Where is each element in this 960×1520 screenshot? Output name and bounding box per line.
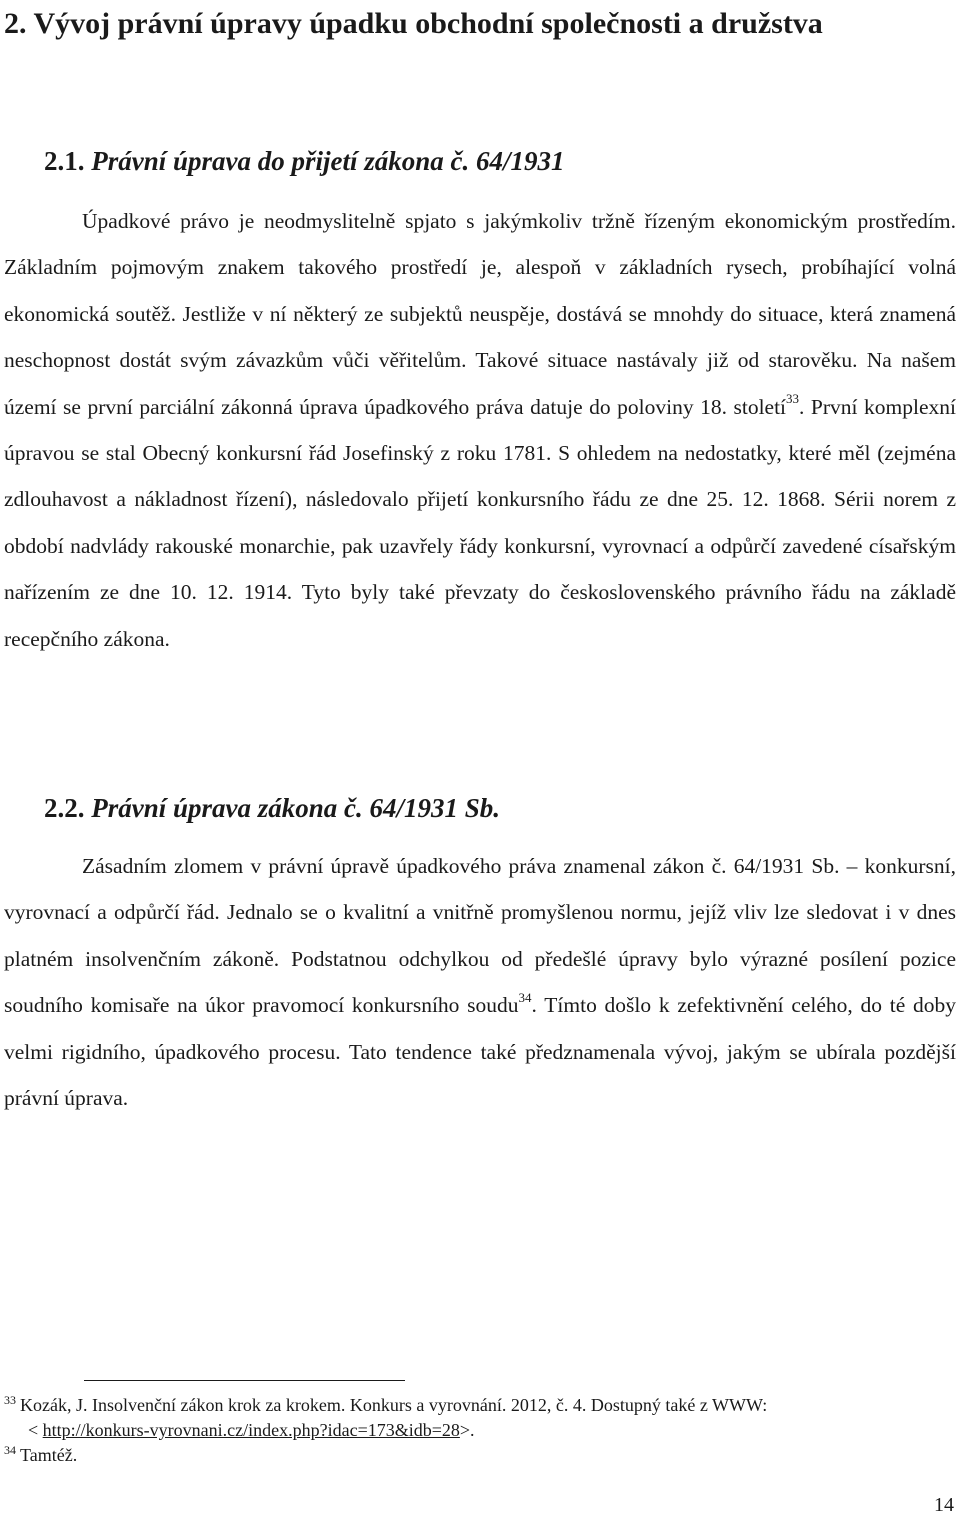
paragraph-text: Zásadním zlomem v právní úpravě úpadkového práva znamenal zákon č. 64/1931 Sb. – konkursní, vyrovnací a odpůrčí řád. Jednalo se o kvalitní a vnitřně promyšlenou normu, jejíž vliv lze sledovat i v dnes platném insolvenčním zákoně. Podstatnou odchylkou od předešlé úpravy bylo výrazné posílení pozice soudního komisaře na úkor pravomocí konkursního soudu [4, 854, 956, 1018]
section-title: Právní úprava do přijetí zákona č. 64/1931 [91, 146, 565, 176]
footnote-text: Kozák, J. Insolvenční zákon krok za krokem. Konkurs a vyrovnání. 2012, č. 4. Dostupný také z WWW: [20, 1395, 768, 1415]
footnote-number: 33 [4, 1393, 16, 1407]
footnote-separator [84, 1380, 405, 1381]
section-heading-2-1 [44, 144, 565, 178]
section-number: 2.1. [44, 146, 85, 176]
body-paragraph-1 [4, 198, 956, 662]
paragraph-text: . První komplexní úpravou se stal Obecný konkursní řád Josefinský z roku 1781. S ohledem na nedostatky, které měl (zejména zdlouhavost a nákladnost řízení), následovalo přijetí konkursního řádu ze dne 25. 12. 1868. Sérii norem z období nadvlády rakouské monarchie, pak uzavřely řády konkursní, vyrovnací a odpůrčí zavedené císařským nařízením ze dne 10. 12. 1914. Tyto byly také převzaty do československého právního řádu na základě recepčního zákona. [4, 394, 956, 651]
paragraph-text: . Tímto došlo k zefektivnění celého, do té doby velmi rigidního, úpadkového procesu. Tato tendence také předznamenala vývoj, jakým se ubírala pozdější právní úprava. [4, 993, 957, 1111]
footnote-reference-33[interactable]: 33 [786, 391, 800, 407]
footnote-reference-34[interactable]: 34 [518, 990, 532, 1006]
body-paragraph-2 [4, 843, 956, 1121]
section-number: 2.2. [44, 793, 85, 823]
footnote-link-line [4, 1418, 956, 1443]
link-prefix: < [28, 1420, 39, 1440]
chapter-heading: 2. Vývoj právní úpravy úpadku obchodní společnosti a družstva [4, 7, 823, 40]
section-title: Právní úprava zákona č. 64/1931 Sb. [91, 793, 501, 823]
footnote-link[interactable]: http://konkurs-vyrovnani.cz/index.php?idac=173&idb=28 [42, 1420, 460, 1440]
paragraph-text: Úpadkové právo je neodmyslitelně spjato s jakýmkoliv tržně řízeným ekonomickým prostředím. Základním pojmovým znakem takového prostředí je, alespoň v základních rysech, probíhající volná ekonomická soutěž. Jestliže v ní některý ze subjektů neuspěje, dostává se mnohdy do situace, která znamená neschopnost dostát svým závazkům vůči věřitelům. Takové situace nastávaly již od starověku. Na našem území se první parciální zákonná úprava úpadkového práva datuje do poloviny 18. století [4, 209, 956, 419]
footnote-33 [4, 1393, 956, 1443]
footnotes [4, 1393, 956, 1468]
link-suffix: >. [459, 1420, 475, 1440]
footnote-text: Tamtéž. [20, 1445, 78, 1465]
page-number: 14 [934, 1494, 954, 1516]
section-heading-2-2 [44, 791, 500, 825]
footnote-number: 34 [4, 1443, 16, 1457]
footnote-34 [4, 1443, 956, 1468]
